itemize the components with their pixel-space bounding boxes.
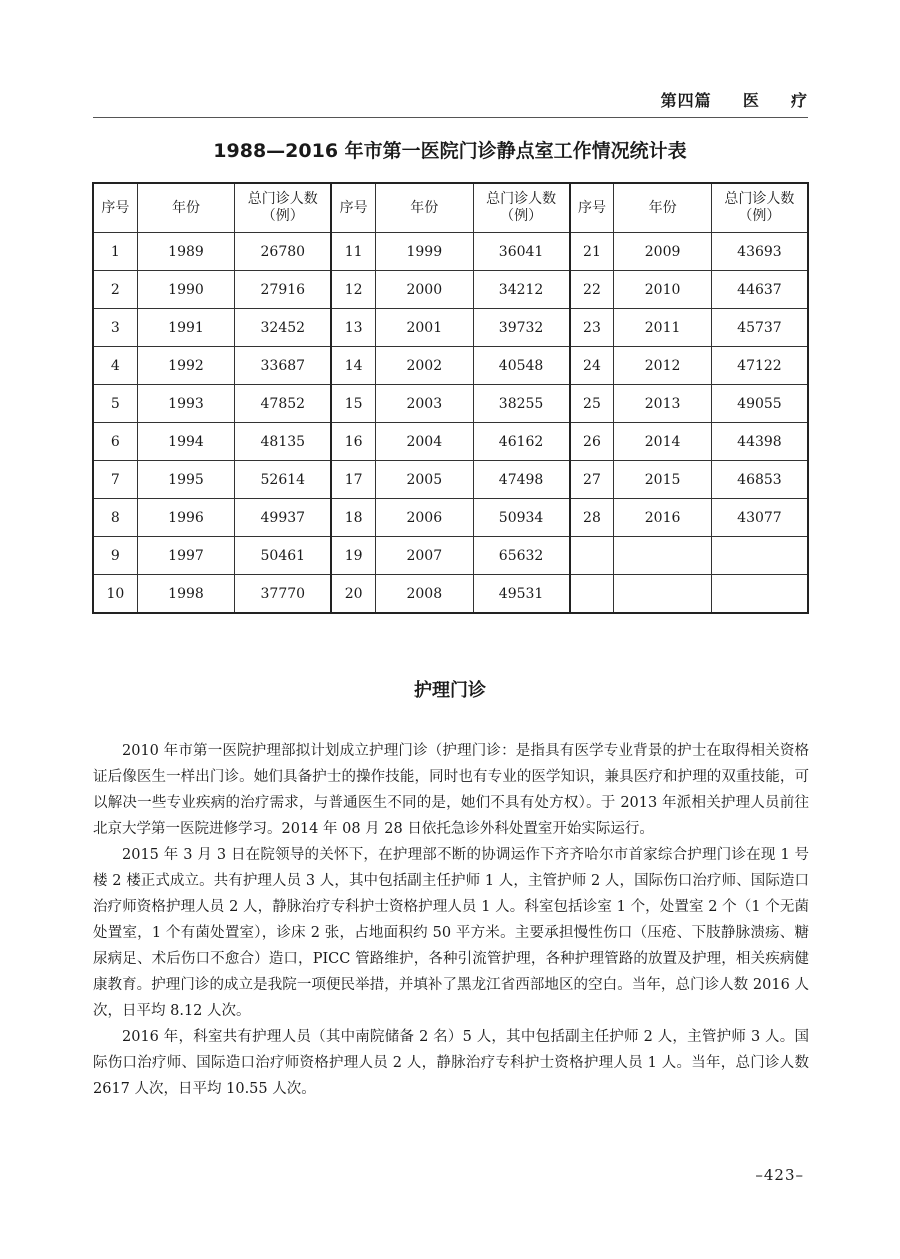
header-seq: 序号	[93, 183, 137, 233]
cell-total: 37770	[235, 575, 332, 614]
cell-total: 47122	[711, 347, 808, 385]
cell-seq: 27	[570, 461, 614, 499]
cell-total: 50934	[473, 499, 570, 537]
cell-seq: 1	[93, 233, 137, 271]
cell-year: 1990	[137, 271, 235, 309]
cell-year: 2005	[376, 461, 474, 499]
cell-seq: 9	[93, 537, 137, 575]
cell-seq: 10	[93, 575, 137, 614]
cell-year: 2006	[376, 499, 474, 537]
header-total: 总门诊人数（例）	[473, 183, 570, 233]
table-row	[93, 537, 808, 575]
header-total: 总门诊人数（例）	[235, 183, 332, 233]
table-body	[93, 233, 808, 614]
cell-year: 2014	[614, 423, 712, 461]
cell-year: 2009	[614, 233, 712, 271]
cell-seq: 8	[93, 499, 137, 537]
cell-year: 1997	[137, 537, 235, 575]
cell-seq	[570, 575, 614, 614]
cell-year: 2011	[614, 309, 712, 347]
running-header	[661, 88, 808, 111]
cell-total: 52614	[235, 461, 332, 499]
cell-seq: 23	[570, 309, 614, 347]
cell-seq: 22	[570, 271, 614, 309]
header-seq: 序号	[331, 183, 375, 233]
paragraph: 2010 年市第一医院护理部拟计划成立护理门诊（护理门诊：是指具有医学专业背景的护士在取得相关资格证后像医生一样出门诊。她们具备护士的操作技能，同时也有专业的医学知识，兼具医疗和护理的双重技能，可以解决一些专业疾病的治疗需求，与普通医生不同的是，她们不具有处方权）。于 2013 年派相关护理人员前往北京大学第一医院进修学习。2014 年 08 月 28 日依托急诊外科处置室开始实际运行。	[93, 743, 809, 837]
cell-year: 2016	[614, 499, 712, 537]
cell-seq: 24	[570, 347, 614, 385]
cell-seq: 19	[331, 537, 375, 575]
cell-year: 1993	[137, 385, 235, 423]
cell-year: 1998	[137, 575, 235, 614]
cell-year: 1995	[137, 461, 235, 499]
cell-total: 43693	[711, 233, 808, 271]
cell-total: 45737	[711, 309, 808, 347]
cell-seq: 16	[331, 423, 375, 461]
cell-seq: 11	[331, 233, 375, 271]
cell-total: 49055	[711, 385, 808, 423]
cell-year: 2008	[376, 575, 474, 614]
table-row	[93, 347, 808, 385]
cell-year: 1992	[137, 347, 235, 385]
cell-total: 33687	[235, 347, 332, 385]
section-title: 护理门诊	[414, 680, 486, 701]
cell-seq: 6	[93, 423, 137, 461]
cell-year: 2013	[614, 385, 712, 423]
table-row	[93, 461, 808, 499]
cell-total: 40548	[473, 347, 570, 385]
cell-seq: 4	[93, 347, 137, 385]
header-total: 总门诊人数（例）	[711, 183, 808, 233]
paragraph: 2015 年 3 月 3 日在院领导的关怀下，在护理部不断的协调运作下齐齐哈尔市首家综合护理门诊在现 1 号楼 2 楼正式成立。共有护理人员 3 人，其中包括副主任护师 1 人，主管护师 2 人，国际伤口治疗师、国际造口治疗师资格护理人员 2 人，静脉治疗专科护士资格护理人员 1 人。科室包括诊室 1 个，处置室 2 个（1 个无菌处置室，1 个有菌处置室），诊床 2 张，占地面积约 50 平方米。主要承担慢性伤口（压疮、下肢静脉溃疡、糖尿病足、术后伤口不愈合）造口，PICC 管路维护，各种引流管护理，各种护理管路的放置及护理，相关疾病健康教育。护理门诊的成立是我院一项便民举措，并填补了黑龙江省西部地区的空白。当年，总门诊人数 2016 人次，日平均 8.12 人次。	[93, 847, 809, 1019]
cell-total: 39732	[473, 309, 570, 347]
cell-seq: 3	[93, 309, 137, 347]
part-label: 第四篇	[660, 91, 712, 110]
table-row	[93, 271, 808, 309]
cell-year: 2001	[376, 309, 474, 347]
cell-seq: 17	[331, 461, 375, 499]
chapter-label-2: 疗	[790, 91, 808, 110]
cell-seq: 26	[570, 423, 614, 461]
cell-total: 38255	[473, 385, 570, 423]
cell-year: 2000	[376, 271, 474, 309]
cell-seq: 13	[331, 309, 375, 347]
table-row	[93, 233, 808, 271]
cell-year: 2007	[376, 537, 474, 575]
cell-year: 2015	[614, 461, 712, 499]
cell-seq: 25	[570, 385, 614, 423]
statistics-table	[92, 182, 809, 614]
cell-total: 43077	[711, 499, 808, 537]
cell-year: 1989	[137, 233, 235, 271]
cell-total	[711, 575, 808, 614]
header-year: 年份	[376, 183, 474, 233]
cell-seq: 5	[93, 385, 137, 423]
table-title: 1988—2016 年市第一医院门诊静点室工作情况统计表	[213, 140, 687, 162]
cell-year: 1999	[376, 233, 474, 271]
cell-seq: 14	[331, 347, 375, 385]
cell-total: 26780	[235, 233, 332, 271]
cell-total	[711, 537, 808, 575]
cell-year: 2012	[614, 347, 712, 385]
paragraph: 2016 年，科室共有护理人员（其中南院储备 2 名）5 人，其中包括副主任护师 2 人，主管护师 3 人。国际伤口治疗师、国际造口治疗师资格护理人员 2 人，静脉治疗专科护士资格护理人员 1 人。当年，总门诊人数 2617 人次，日平均 10.55 人次。	[93, 1029, 809, 1097]
table-row	[93, 423, 808, 461]
chapter-label: 医	[742, 91, 760, 110]
cell-total: 46853	[711, 461, 808, 499]
table-row	[93, 385, 808, 423]
header-year: 年份	[137, 183, 235, 233]
cell-total: 47852	[235, 385, 332, 423]
header-year: 年份	[614, 183, 712, 233]
cell-year	[614, 537, 712, 575]
cell-total: 46162	[473, 423, 570, 461]
header-seq: 序号	[570, 183, 614, 233]
cell-total: 65632	[473, 537, 570, 575]
table-row	[93, 309, 808, 347]
cell-year: 1991	[137, 309, 235, 347]
cell-total: 50461	[235, 537, 332, 575]
cell-seq: 2	[93, 271, 137, 309]
page-number: –423–	[755, 1166, 804, 1184]
cell-seq: 21	[570, 233, 614, 271]
cell-total: 34212	[473, 271, 570, 309]
cell-seq: 18	[331, 499, 375, 537]
table-row	[93, 499, 808, 537]
cell-seq: 28	[570, 499, 614, 537]
cell-year: 2004	[376, 423, 474, 461]
cell-seq: 7	[93, 461, 137, 499]
cell-total: 36041	[473, 233, 570, 271]
cell-year: 2003	[376, 385, 474, 423]
cell-year: 2010	[614, 271, 712, 309]
cell-total: 44398	[711, 423, 808, 461]
body-text	[93, 738, 809, 1102]
header-rule	[93, 117, 808, 118]
cell-total: 27916	[235, 271, 332, 309]
cell-year	[614, 575, 712, 614]
cell-year: 1994	[137, 423, 235, 461]
cell-seq: 20	[331, 575, 375, 614]
cell-seq: 15	[331, 385, 375, 423]
cell-seq	[570, 537, 614, 575]
cell-year: 1996	[137, 499, 235, 537]
cell-total: 49531	[473, 575, 570, 614]
cell-total: 47498	[473, 461, 570, 499]
cell-total: 49937	[235, 499, 332, 537]
cell-year: 2002	[376, 347, 474, 385]
cell-total: 32452	[235, 309, 332, 347]
cell-seq: 12	[331, 271, 375, 309]
table-header-row	[93, 183, 808, 233]
cell-total: 44637	[711, 271, 808, 309]
table-row	[93, 575, 808, 614]
cell-total: 48135	[235, 423, 332, 461]
